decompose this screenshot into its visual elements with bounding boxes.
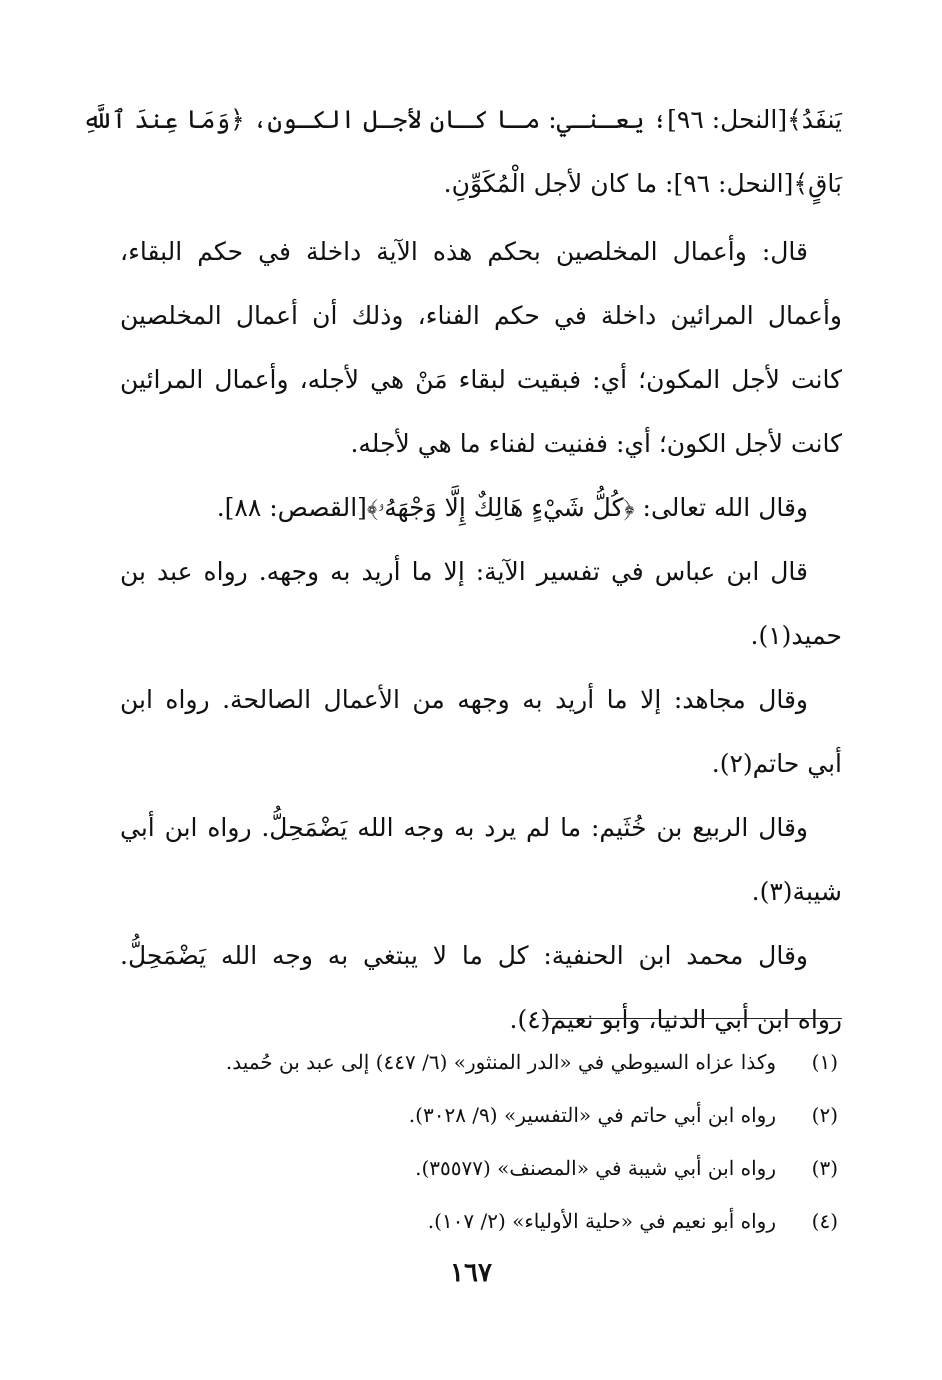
text-line-2: بَاقٍ﴾[النحل: ٩٦]: ما كان لأجل الْمُكَوِّنِ.	[443, 169, 842, 198]
text-line-8: قال ابن عباس في تفسير الآية: إلا ما أريد به وجهه. رواه عبد بن	[120, 557, 808, 586]
text-line-3: قال: وأعمال المخلصين بحكم هذه الآية داخلة في حكم البقاء،	[120, 237, 808, 266]
footnote-number: (١)	[811, 1050, 838, 1074]
footnote-number: (٣)	[811, 1156, 838, 1180]
text-line-5: كانت لأجل المكون؛ أي: فبقيت لبقاء مَنْ هي لأجله، وأعمال المرائين	[120, 365, 842, 394]
text-line-11: أبي حاتم(٢).	[711, 749, 842, 778]
footnote-text: وكذا عزاه السيوطي في «الدر المنثور» (٦/ ٤٤٧) إلى عبد بن حُميد.	[225, 1050, 776, 1074]
text-line-9: حميد(١).	[750, 621, 842, 650]
footnote-1	[120, 1036, 838, 1089]
main-text	[82, 88, 842, 1052]
text-line-10: وقال مجاهد: إلا ما أريد به وجهه من الأعمال الصالحة. رواه ابن	[120, 685, 808, 714]
text-line-14: وقال محمد ابن الحنفية: كل ما لا يبتغي به وجه الله يَضْمَحِلُّ.	[120, 941, 808, 970]
text-line-4: وأعمال المرائين داخلة في حكم الفناء، وذلك أن أعمال المخلصين	[120, 301, 842, 330]
footnote-text: رواه ابن أبي حاتم في «التفسير» (٩/ ٣٠٢٨).	[408, 1103, 776, 1127]
footnote-text: رواه أبو نعيم في «حلية الأولياء» (٢/ ١٠٧).	[427, 1209, 776, 1233]
footnotes	[120, 1036, 838, 1248]
footnote-2	[120, 1089, 838, 1142]
footnote-separator	[542, 1018, 842, 1019]
page-number: ١٦٧	[450, 1258, 492, 1288]
text-line-12: وقال الربيع بن خُثَيم: ما لم يرد به وجه الله يَضْمَحِلُّ. رواه ابن أبي	[120, 813, 808, 842]
text-line-15: رواه ابن أبي الدنيا، وأبو نعيم(٤).	[509, 1005, 842, 1034]
text-line-1: يَنفَدُ﴾[النحل: ٩٦]؛ يعـنـي: مـا كـان لأجـل الكـون، ﴿وَمَا عِندَ ٱللَّهِ	[82, 105, 842, 134]
text-line-13: شيبة(٣).	[751, 877, 842, 906]
footnote-number: (٢)	[811, 1103, 838, 1127]
footnote-number: (٤)	[811, 1209, 838, 1233]
footnote-3	[120, 1142, 838, 1195]
footnote-4	[120, 1195, 838, 1248]
text-line-6: كانت لأجل الكون؛ أي: ففنيت لفناء ما هي لأجله.	[350, 429, 842, 458]
text-line-7: وقال الله تعالى: ﴿كُلُّ شَيْءٍ هَالِكٌ إِلَّا وَجْهَهُۥ﴾[القصص: ٨٨].	[216, 493, 808, 522]
footnote-text: رواه ابن أبي شيبة في «المصنف» (٣٥٥٧٧).	[415, 1156, 776, 1180]
